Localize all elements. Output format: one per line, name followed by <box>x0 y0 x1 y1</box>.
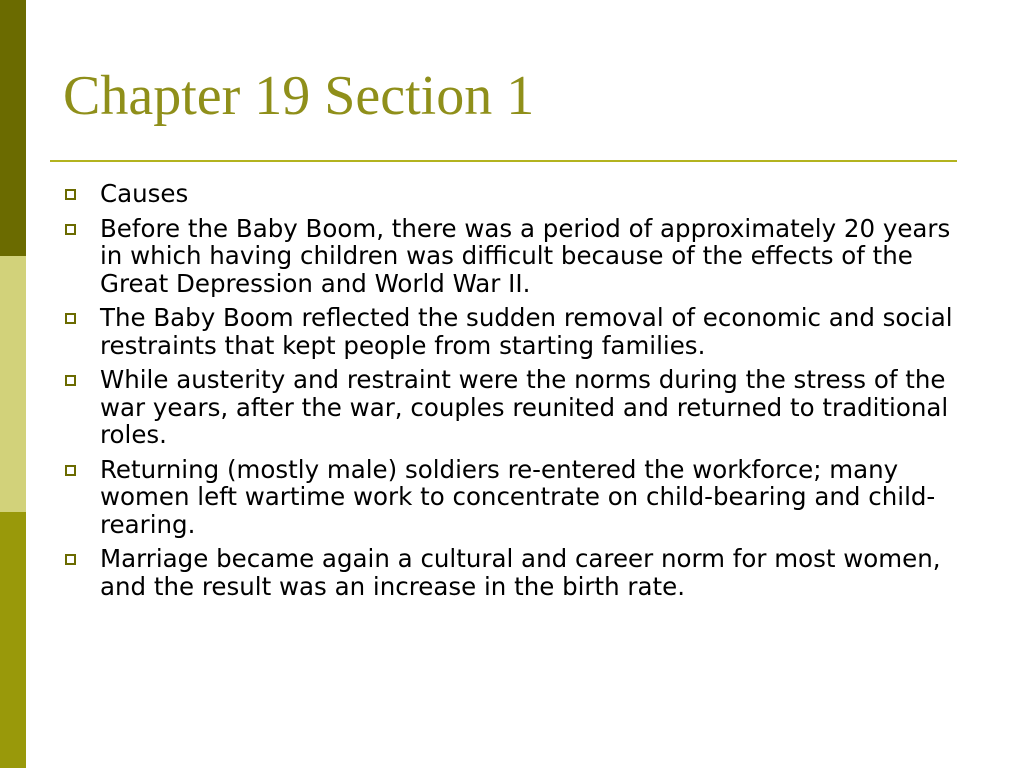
side-band-top <box>0 0 26 256</box>
side-band-bottom <box>0 512 26 768</box>
side-band-middle <box>0 256 26 512</box>
bullet-text: Before the Baby Boom, there was a period of approximately 20 years in which having children was difficult because of the effects of the Great Depression and World War II. <box>100 213 951 298</box>
bullet-text: The Baby Boom reflected the sudden removal of economic and social restraints that kept people from starting families. <box>100 303 953 360</box>
bullet-list <box>62 180 972 607</box>
bullet-text: Returning (mostly male) soldiers re-entered the workforce; many women left wartime work to concentrate on child-bearing and child-rearing. <box>100 454 936 539</box>
slide-title: Chapter 19 Section 1 <box>63 65 535 127</box>
bullet-item <box>62 304 972 359</box>
hollow-square-bullet-icon <box>65 189 76 200</box>
bullet-text: Marriage became again a cultural and career norm for most women, and the result was an increase in the birth rate. <box>100 544 941 601</box>
hollow-square-bullet-icon <box>65 465 76 476</box>
bullet-text: Causes <box>100 179 189 208</box>
bullet-item <box>62 545 972 600</box>
hollow-square-bullet-icon <box>65 313 76 324</box>
bullet-text: While austerity and restraint were the norms during the stress of the war years, after the war, couples reunited and returned to traditional roles. <box>100 365 949 449</box>
bullet-item <box>62 215 972 298</box>
bullet-item <box>62 366 972 449</box>
hollow-square-bullet-icon <box>65 554 76 565</box>
hollow-square-bullet-icon <box>65 375 76 386</box>
hollow-square-bullet-icon <box>65 224 76 235</box>
bullet-item <box>62 180 972 208</box>
title-divider <box>50 160 957 162</box>
bullet-item <box>62 456 972 539</box>
